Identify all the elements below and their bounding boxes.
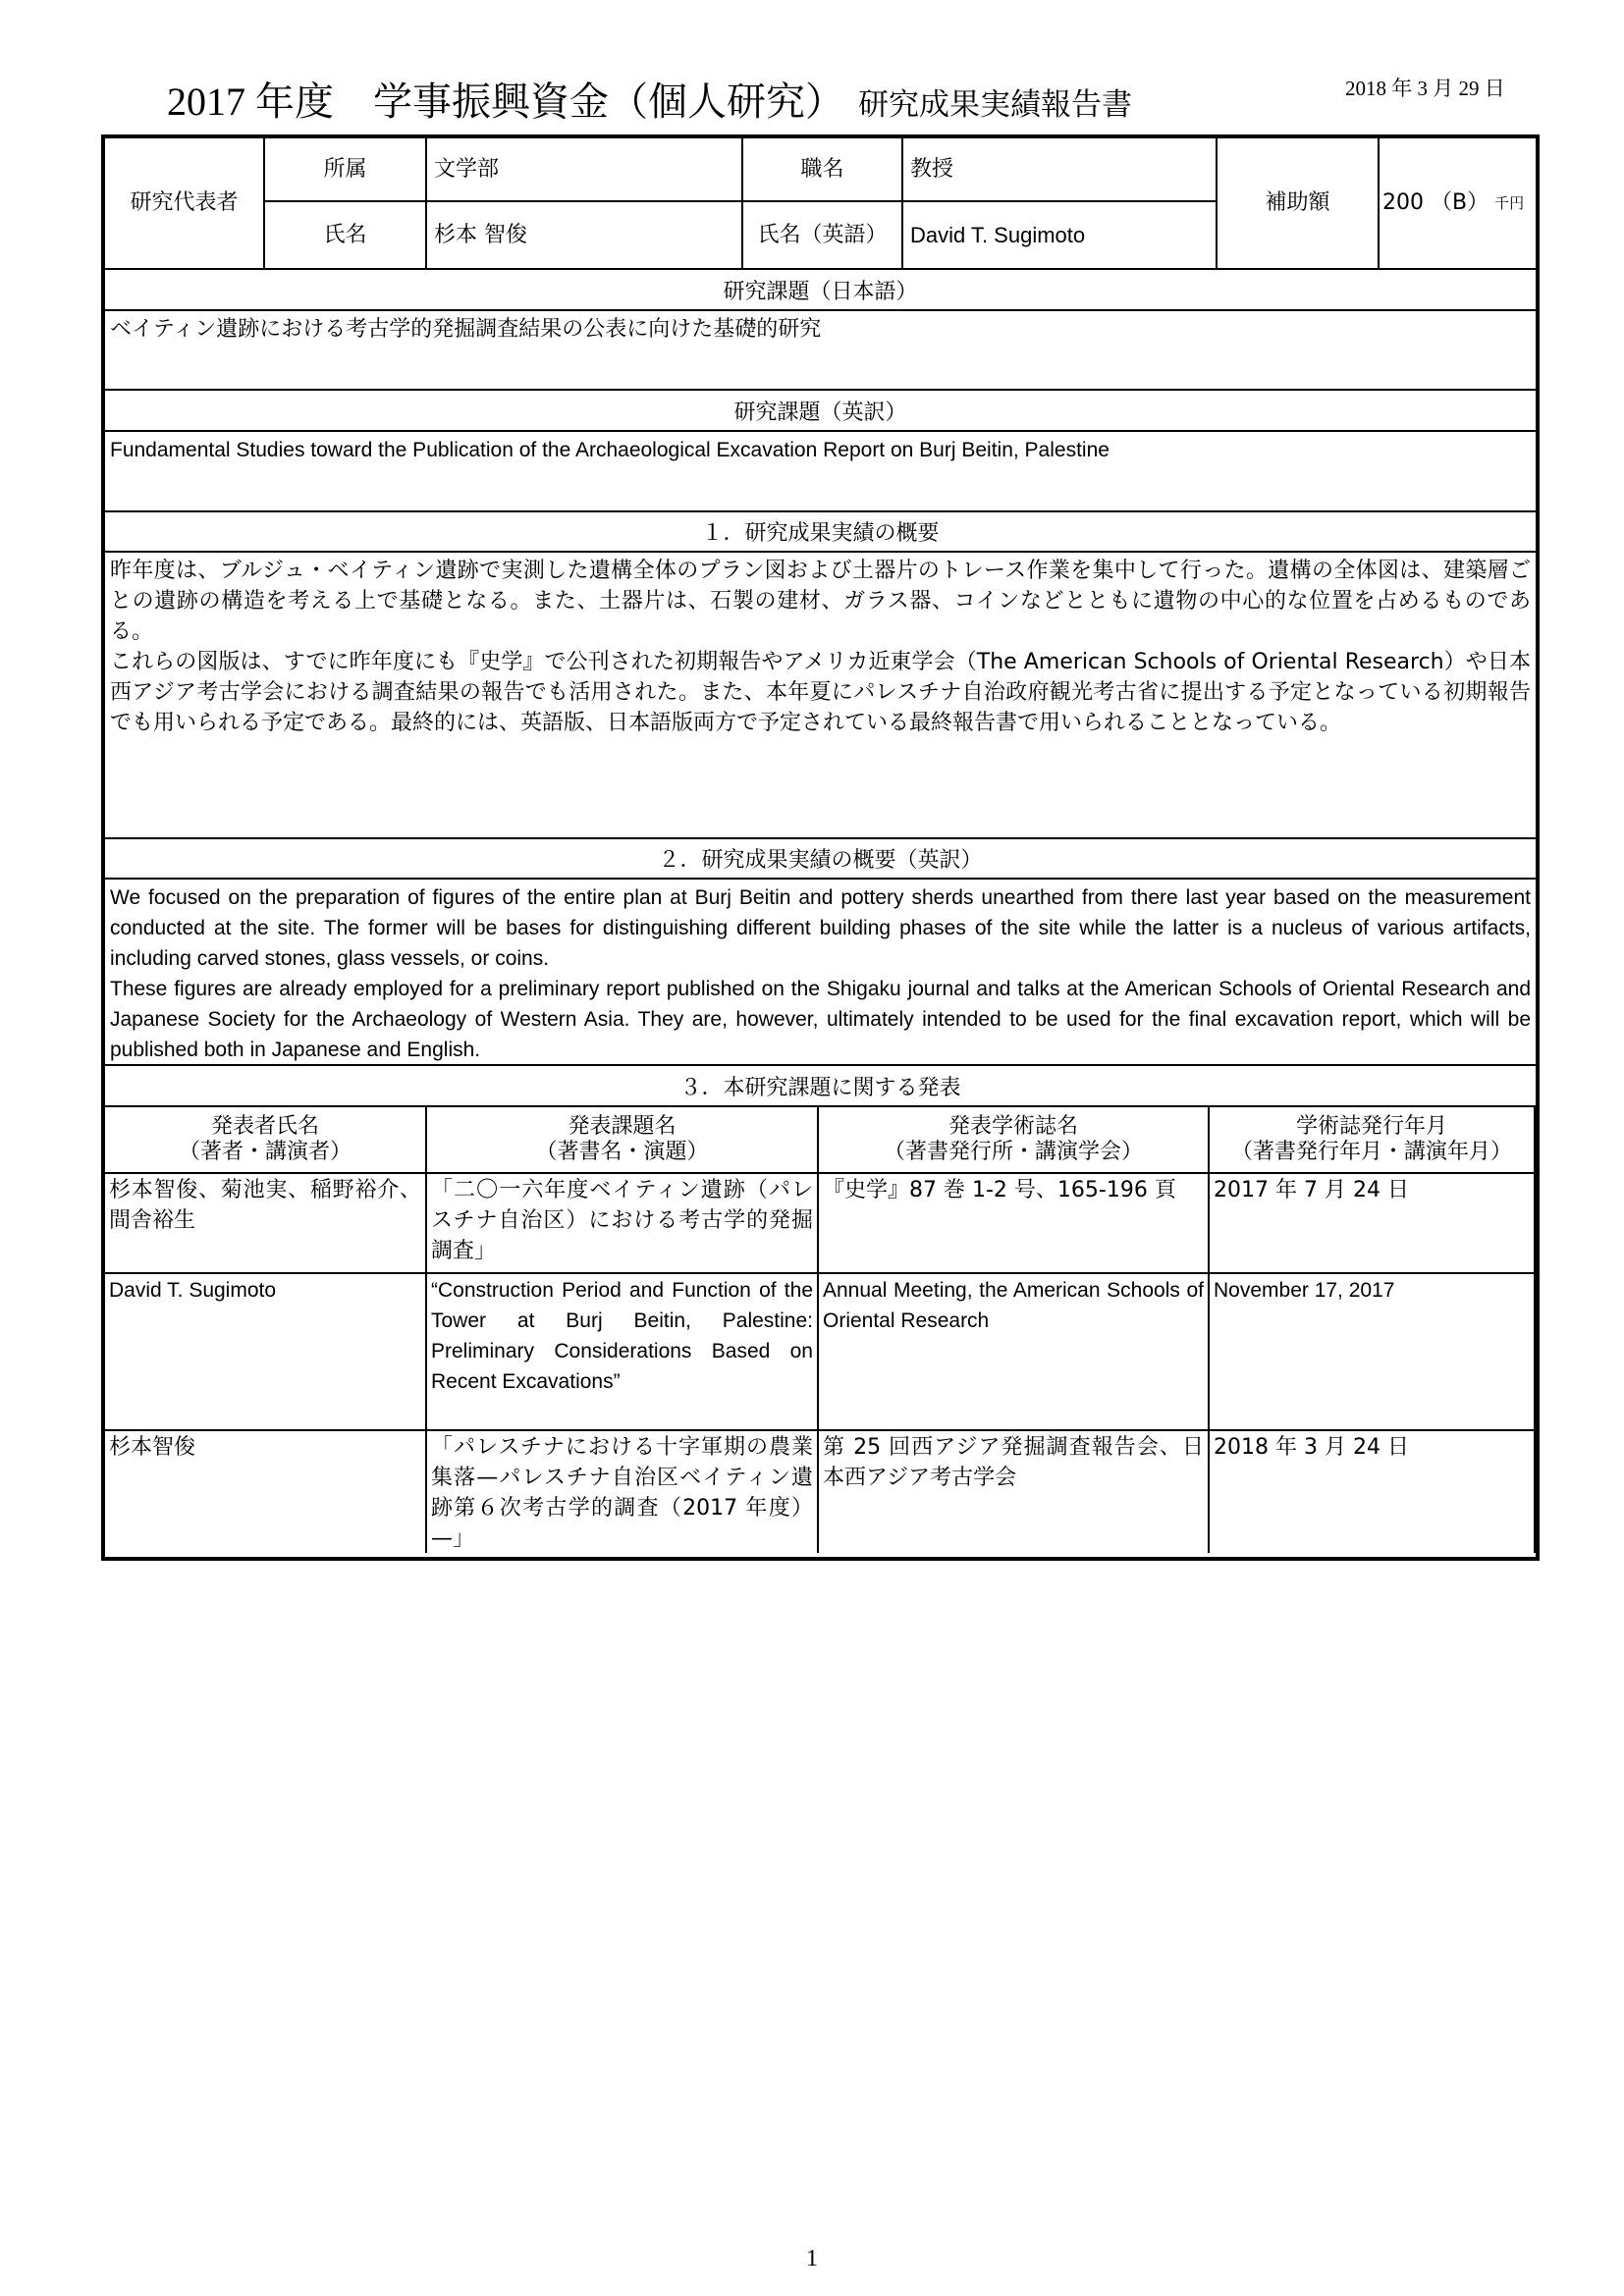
grant-amount-cell <box>1380 138 1536 270</box>
research-title-en: Fundamental Studies toward the Publication of the Archaeological Excavation Report on Burj Beitin, Palestine <box>110 439 1110 461</box>
summary-ja-paragraph: これらの図版は、すでに昨年度にも『史学』で公刊された初期報告やアメリカ近東学会（The American Schools of Oriental Research）や日本西アジア考古学会における調査結果の報告でも活用された。また、本年夏にパレスチナ自治政府観光考古省に提出する予定となっている初期報告でも用いられる予定である。最終的には、英語版、日本語版両方で予定されている最終報告書で用いられることとなっている。 <box>110 650 1531 735</box>
column-header-line: （著書発行年月・講演年月） <box>1230 1140 1512 1164</box>
publication-title: 「二〇一六年度ベイティン遺跡（パレスチナ自治区）における考古学的発掘調査」 <box>427 1174 819 1274</box>
section-heading-title-ja <box>105 270 1536 311</box>
section-heading-text: 研究課題（英訳） <box>733 400 907 425</box>
name-label: 氏名 <box>265 202 427 270</box>
section-heading-text: ３．本研究課題に関する発表 <box>679 1075 961 1100</box>
column-header-date <box>1210 1107 1536 1174</box>
affiliation-value: 文学部 <box>427 138 743 202</box>
publications-table <box>105 1107 1536 1553</box>
report-title <box>167 79 1132 126</box>
report-title-main: 2017 年度 学事振興資金（個人研究） <box>167 80 844 124</box>
publication-date: November 17, 2017 <box>1210 1274 1536 1431</box>
column-header-venue <box>819 1107 1210 1174</box>
position-value: 教授 <box>903 138 1218 202</box>
representative-label: 研究代表者 <box>105 138 265 270</box>
section-body-summary-ja <box>105 553 1536 839</box>
section-heading-title-en <box>105 391 1536 432</box>
publication-venue: 『史学』87 巻 1-2 号、165-196 頁 <box>819 1174 1210 1274</box>
column-header-line: （著書発行所・講演学会） <box>883 1140 1143 1164</box>
publication-title: “Construction Period and Function of the Tower at Burj Beitin, Palestine: Preliminary Considerations Based on Recent Excavations” <box>427 1274 819 1431</box>
section-heading-text: 研究課題（日本語） <box>723 279 918 304</box>
publication-presenter: 杉本智俊、菊池実、稲野裕介、間舎裕生 <box>105 1174 427 1274</box>
section-heading-text: １．研究成果実績の概要 <box>701 521 940 546</box>
column-header-line: （著書名・演題） <box>535 1140 709 1164</box>
research-title-ja: ベイティン遺跡における考古学的発掘調査結果の公表に向けた基礎的研究 <box>110 317 822 342</box>
column-header-line: 発表課題名 <box>568 1114 677 1139</box>
publication-date: 2018 年 3 月 24 日 <box>1210 1431 1536 1553</box>
summary-en-paragraph: These figures are already employed for a preliminary report published on the Shigaku journal and talks at the American Schools of Oriental Research and Japanese Society for the Archaeology of Western Asia. They are, however, ultimately intended to be used for the final excavation report, which will be published both in Japanese and English. <box>110 978 1531 1061</box>
column-header-line: 発表学術誌名 <box>947 1114 1078 1139</box>
position-label: 職名 <box>743 138 903 202</box>
section-body-title-ja <box>105 311 1536 391</box>
grant-unit: 千円 <box>1494 194 1525 212</box>
column-header-presenter <box>105 1107 427 1174</box>
publication-venue: Annual Meeting, the American Schools of Oriental Research <box>819 1274 1210 1431</box>
column-header-line: （著者・講演者） <box>178 1140 352 1164</box>
publication-title: 「パレスチナにおける十字軍期の農業集落—パレスチナ自治区ベイティン遺跡第６次考古学的調査（2017 年度）—」 <box>427 1431 819 1553</box>
section-heading-summary-ja <box>105 512 1536 553</box>
publication-date: 2017 年 7 月 24 日 <box>1210 1174 1536 1274</box>
summary-ja-paragraph: 昨年度は、ブルジュ・ベイティン遺跡で実測した遺構全体のプラン図および土器片のトレース作業を集中して行った。遺構の全体図は、建築層ごとの遺跡の構造を考える上で基礎となる。また、土器片は、石製の建材、ガラス器、コインなどとともに遺物の中心的な位置を占めるものである。 <box>110 559 1531 644</box>
section-heading-text: ２．研究成果実績の概要（英訳） <box>658 848 983 873</box>
column-header-title <box>427 1107 819 1174</box>
name-value: 杉本 智俊 <box>427 202 743 270</box>
researcher-info-table <box>105 138 1536 270</box>
summary-en-paragraph: We focused on the preparation of figures of the entire plan at Burj Beitin and pottery sherds unearthed from there last year based on the measurement conducted at the site. The former will be bases for distinguishing different building phases of the site while the latter is a nucleus of various artifacts, including carved stones, glass vessels, or coins. <box>110 886 1531 970</box>
publication-presenter: David T. Sugimoto <box>105 1274 427 1431</box>
column-header-line: 学術誌発行年月 <box>1295 1114 1447 1139</box>
section-heading-summary-en <box>105 839 1536 880</box>
section-heading-publications <box>105 1066 1536 1107</box>
section-body-title-en <box>105 432 1536 512</box>
publication-venue: 第 25 回西アジア発掘調査報告会、日本西アジア考古学会 <box>819 1431 1210 1553</box>
name-en-value: David T. Sugimoto <box>903 202 1218 270</box>
page-number: 1 <box>806 2246 818 2271</box>
column-header-line: 発表者氏名 <box>210 1114 319 1139</box>
name-en-label: 氏名（英語） <box>743 202 903 270</box>
grant-label: 補助額 <box>1218 138 1380 270</box>
report-form <box>101 134 1540 1561</box>
report-date: 2018 年 3 月 29 日 <box>1345 77 1505 100</box>
affiliation-label: 所属 <box>265 138 427 202</box>
grant-amount: 200 （B） <box>1382 190 1489 215</box>
publication-presenter: 杉本智俊 <box>105 1431 427 1553</box>
section-body-summary-en <box>105 880 1536 1066</box>
report-title-sub: 研究成果実績報告書 <box>858 87 1132 122</box>
